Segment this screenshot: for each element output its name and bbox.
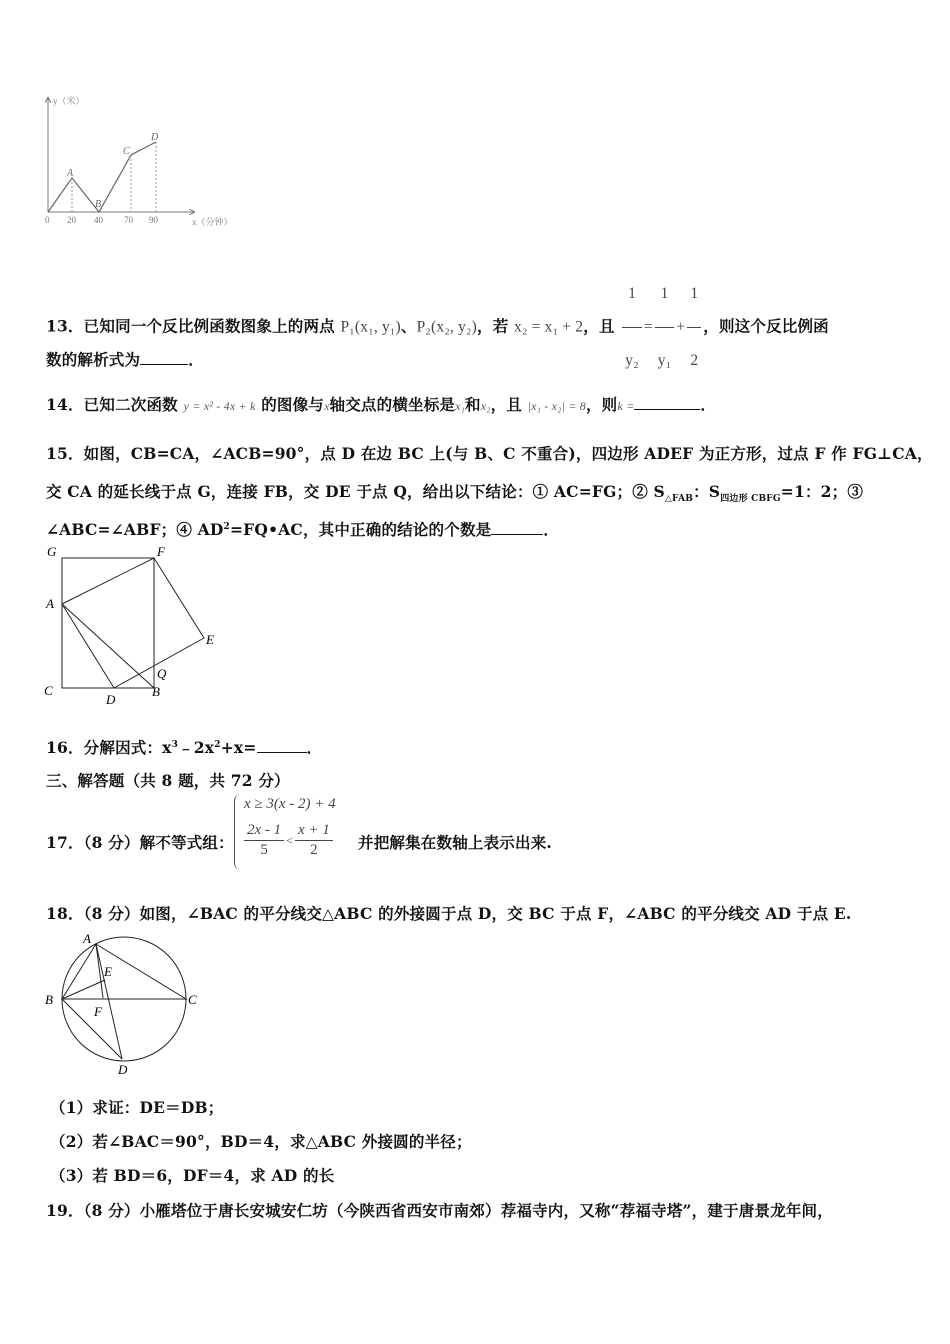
q14-x: x — [324, 399, 330, 413]
q17-inequality-2 — [242, 822, 335, 859]
q15-sub-cbfg: 四边形 CBFG — [720, 494, 781, 505]
q16-number: 16． — [46, 738, 84, 757]
q14-text-3: 轴交点的横坐标是 — [329, 395, 456, 414]
q16-end: ． — [306, 738, 323, 757]
square-figure — [38, 542, 228, 710]
q17-text-1: 解不等式组： — [139, 833, 234, 852]
q13-frac-den-y2: y₂ — [622, 327, 642, 393]
q17-den-a: 5 — [244, 840, 284, 859]
q13-end: ． — [188, 350, 204, 369]
segment-ad — [96, 944, 122, 1059]
question-13-line-1 — [46, 262, 829, 393]
q15-line-2-b: ：S — [693, 482, 721, 501]
x-axis-label: x（分钟） — [192, 217, 233, 227]
q16-answer-blank[interactable] — [257, 738, 307, 753]
q14-k: k = — [617, 399, 635, 413]
q14-answer-blank[interactable] — [634, 395, 700, 410]
y-axis-label: y（米） — [53, 96, 85, 106]
q15-sup: 2 — [223, 521, 230, 532]
q13-text-2: ，若 — [477, 316, 509, 336]
q14-text-2: 的图像与 — [261, 395, 324, 414]
q14-x1: x₁ — [455, 399, 466, 413]
q13-text-3: ，且 — [583, 316, 615, 336]
q14-abs-condition: |x₁ - x₂| = 8 — [527, 399, 586, 413]
circle-figure — [40, 928, 210, 1078]
question-16 — [46, 736, 322, 758]
label-e: E — [104, 964, 112, 979]
q17-system-brace — [234, 794, 241, 870]
q18-number: 18． — [46, 904, 84, 923]
q15-answer-blank[interactable] — [491, 520, 543, 535]
q13-plus: + — [676, 318, 686, 336]
label-q: Q — [157, 666, 167, 681]
distance-time-graph — [36, 92, 256, 232]
point-c-label: C — [123, 146, 130, 157]
question-18 — [46, 902, 851, 924]
q17-less-than: < — [286, 833, 293, 848]
q13-frac-1-2 — [687, 262, 701, 393]
q16-text-1: 分解因式：x — [83, 738, 172, 757]
q14-function: y = x² - 4x + k — [183, 399, 256, 413]
label-g: G — [47, 544, 57, 559]
q13-point-p2: P₂(x₂, y₂) — [416, 318, 477, 336]
q16-text-2: ﹣2x — [178, 738, 215, 757]
tick-40: 40 — [94, 215, 103, 225]
q15-number: 15． — [46, 444, 84, 463]
q18-sub-1: （1）求证：DE＝DB； — [50, 1098, 224, 1117]
question-15-line-1 — [46, 442, 933, 464]
q14-text-1: 已知二次函数 — [83, 395, 178, 414]
q13-condition: x₂ = x₁ + 2 — [514, 318, 584, 336]
q16-sup-3: 3 — [171, 739, 179, 750]
q15-line-3-a: ∠ABC=∠ABF；④ AD — [46, 520, 224, 539]
label-c: C — [44, 683, 53, 698]
tick-70: 70 — [124, 215, 133, 225]
q17-num-b: x + 1 — [297, 822, 330, 838]
q18-sub-2: （2）若∠BAC＝90°，BD＝4，求△ABC 外接圆的半径； — [50, 1132, 472, 1151]
point-b-label: B — [95, 199, 102, 210]
label-a: A — [46, 596, 54, 611]
q13-sep: 、 — [400, 316, 417, 336]
q19-stem: 小雁塔位于唐长安城安仁坊（今陕西省西安市南郊）荐福寺内，又称“荐福寺塔”，建于唐景龙年间， — [139, 1201, 833, 1220]
q13-line2-text: 数的解析式为 — [46, 350, 141, 369]
q13-frac-num-1: 1 — [628, 285, 637, 302]
label-c: C — [188, 992, 197, 1007]
q14-end: ． — [700, 395, 717, 414]
question-19 — [46, 1199, 833, 1221]
label-a: A — [83, 931, 91, 946]
q14-text-4: ，且 — [490, 395, 523, 414]
q15-line-2-c: =1：2；③ — [780, 482, 864, 501]
segment-ab — [62, 604, 154, 688]
label-b: B — [152, 684, 160, 699]
q18-sub-3: （3）若 BD＝6，DF＝4，求 AD 的长 — [50, 1166, 335, 1185]
tick-90: 90 — [149, 215, 158, 225]
q17-inequality-1: x ≥ 3(x - 2) + 4 — [244, 796, 336, 812]
label-d: D — [118, 1062, 128, 1077]
label-f: F — [94, 1004, 102, 1019]
q13-text-4: ，则这个反比例函 — [703, 316, 829, 336]
tick-20: 20 — [67, 215, 76, 225]
q13-equals: = — [643, 318, 653, 336]
q17-num-a: 2x - 1 — [247, 822, 282, 838]
q15-sub-fab: △FAB — [664, 494, 694, 505]
q17-number: 17． — [46, 833, 84, 852]
segment-bd — [62, 999, 122, 1059]
q16-sup-2: 2 — [214, 739, 221, 750]
question-17-label — [46, 831, 234, 853]
q17-den-b: 2 — [295, 840, 333, 859]
q15-end: ． — [543, 520, 560, 539]
q15-line-1-text: 如图，CB=CA，∠ACB=90°，点 D 在边 BC 上(与 B、C 不重合)，四边形 ADEF 为正方形，过点 F 作 FG⊥CA， — [83, 444, 933, 463]
q14-number: 14． — [46, 395, 84, 414]
question-14 — [46, 393, 716, 415]
question-15-line-3 — [46, 518, 559, 540]
q15-line-2-a: 交 CA 的延长线于点 G，连接 FB，交 DE 于点 Q，给出以下结论：① AC=FG；② S — [46, 482, 665, 501]
label-e: E — [206, 632, 214, 647]
tick-0: 0 — [45, 215, 50, 225]
q14-x2: x₂ — [480, 399, 491, 413]
label-d: D — [106, 692, 116, 707]
question-15-line-2 — [46, 480, 863, 504]
q14-and: 和 — [465, 395, 481, 414]
q13-frac-den-y1: y₁ — [655, 327, 675, 393]
q13-text-1: 已知同一个反比例函数图象上的两点 — [83, 316, 335, 336]
section-title: 三、解答题（共 8 题，共 72 分） — [46, 771, 290, 790]
q13-number: 13． — [46, 316, 84, 336]
q18-score: （8 分） — [83, 904, 140, 923]
q13-frac-num-2: 1 — [660, 285, 669, 302]
q17-score: （8 分） — [83, 833, 140, 852]
label-f: F — [157, 544, 165, 559]
q13-point-p1: P₁(x₁, y₁) — [340, 318, 401, 336]
point-d-label: D — [151, 132, 159, 143]
q13-frac-1-y2 — [622, 262, 642, 393]
q13-frac-den-2: 2 — [687, 327, 701, 393]
q15-line-3-b: =FQ•AC，其中正确的结论的个数是 — [229, 520, 492, 539]
q14-text-5: ，则 — [585, 395, 618, 414]
q13-frac-1-y1 — [655, 262, 675, 393]
q17-frac-left — [244, 822, 284, 859]
q18-stem: 如图，∠BAC 的平分线交△ABC 的外接圆于点 D，交 BC 于点 F，∠ABC 的平分线交 AD 于点 E. — [139, 904, 852, 923]
label-b: B — [45, 992, 53, 1007]
q17-frac-right — [295, 822, 333, 859]
point-a-label: A — [67, 168, 74, 179]
graph-line — [48, 142, 156, 212]
question-13-line-2 — [46, 348, 204, 370]
q17-text-2: 并把解集在数轴上表示出来. — [358, 833, 552, 852]
rectangle-cbfg — [62, 558, 154, 688]
q13-frac-num-3: 1 — [690, 285, 699, 302]
q16-text-3: +x= — [220, 738, 257, 757]
q19-score: （8 分） — [83, 1201, 140, 1220]
q13-answer-blank[interactable] — [140, 350, 188, 365]
q19-number: 19． — [46, 1201, 84, 1220]
